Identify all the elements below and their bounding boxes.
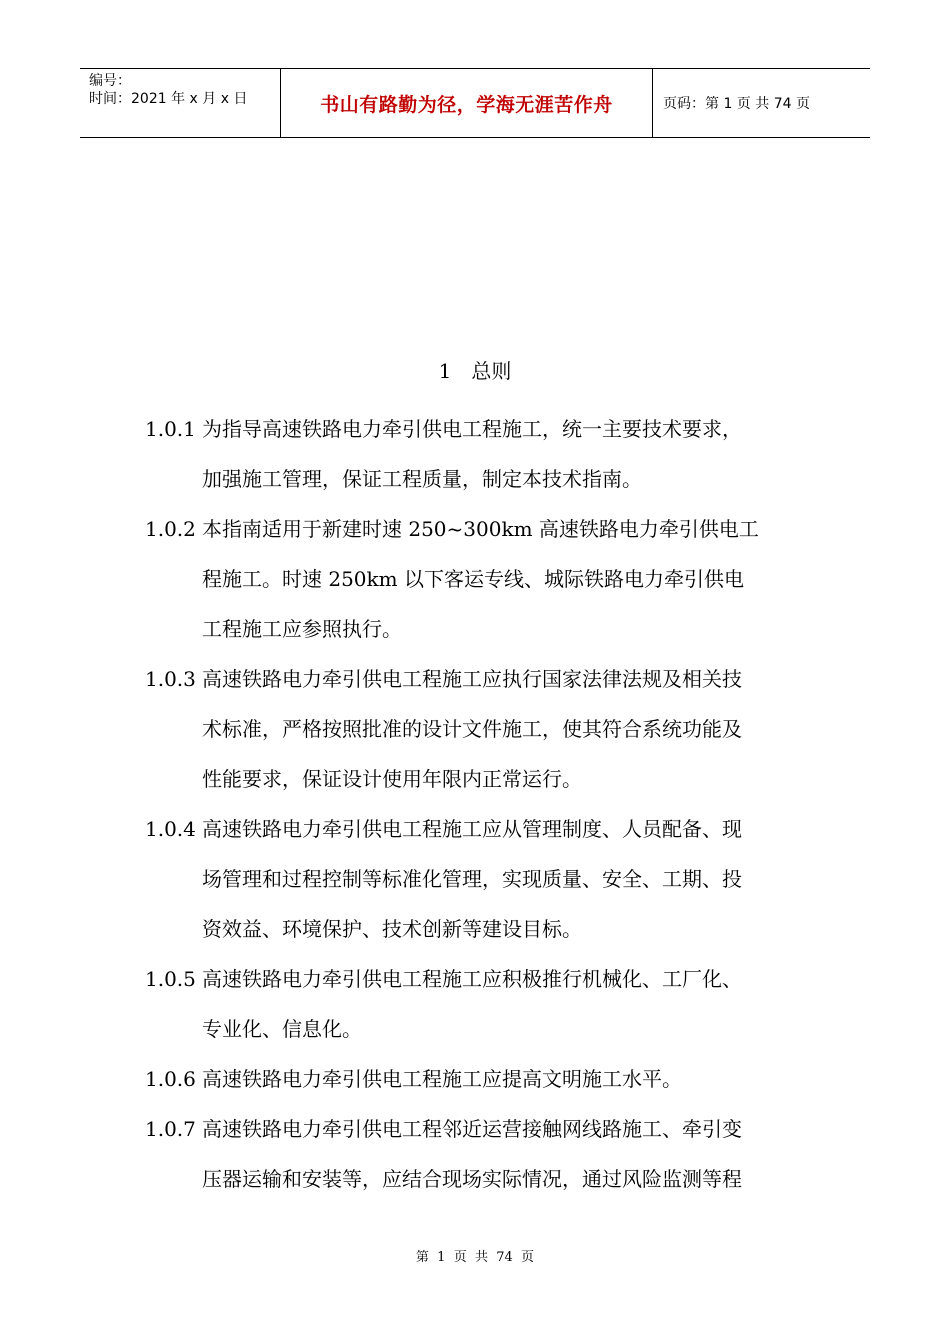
clause-text: [202, 1104, 815, 1204]
page-footer: 第 1 页 共 74 页: [415, 1250, 535, 1265]
clause-number: 1.0.4: [145, 817, 196, 841]
clause-text: [202, 504, 815, 654]
clause-text: [202, 954, 815, 1054]
clause-number: 1.0.7: [145, 1117, 196, 1141]
clause-text: [202, 1054, 815, 1104]
clause-line: 高速铁路电力牵引供电工程施工应积极推行机械化、工厂化、: [202, 967, 742, 991]
clause-number: 1.0.2: [145, 517, 196, 541]
document-date-label: 时间：2021 年 x 月 x 日: [89, 91, 248, 107]
clause-number: 1.0.6: [145, 1067, 196, 1091]
header-motto: 书山有路勤为径，学海无涯苦作舟: [320, 93, 613, 116]
clause-item: [145, 504, 815, 654]
clause-line: 高速铁路电力牵引供电工程施工应执行国家法律法规及相关技: [202, 667, 742, 691]
clause-line: 资效益、环境保护、技术创新等建设目标。: [202, 917, 582, 941]
clause-line: 专业化、信息化。: [202, 1017, 362, 1041]
clause-line: 加强施工管理，保证工程质量，制定本技术指南。: [202, 467, 642, 491]
clause-line: 高速铁路电力牵引供电工程施工应从管理制度、人员配备、现: [202, 817, 742, 841]
clause-line: 本指南适用于新建时速 250~300km 高速铁路电力牵引供电工: [202, 517, 759, 541]
clause-list: [145, 404, 815, 1204]
clause-item: [145, 954, 815, 1054]
clause-text: [202, 404, 815, 504]
clause-line: 为指导高速铁路电力牵引供电工程施工，统一主要技术要求，: [202, 417, 742, 441]
header-meta: [80, 69, 281, 137]
clause-item: [145, 1104, 815, 1204]
clause-item: [145, 1054, 815, 1104]
clause-line: 场管理和过程控制等标准化管理，实现质量、安全、工期、投: [202, 867, 742, 891]
page-header: [80, 68, 870, 138]
clause-text: [202, 804, 815, 954]
header-motto-cell: [281, 69, 653, 137]
clause-line: 程施工。时速 250km 以下客运专线、城际铁路电力牵引供电: [202, 567, 744, 591]
clause-item: [145, 654, 815, 804]
header-page-info: 页码：第 1 页 共 74 页: [663, 96, 810, 112]
clause-item: [145, 804, 815, 954]
clause-line: 高速铁路电力牵引供电工程邻近运营接触网线路施工、牵引变: [202, 1117, 742, 1141]
clause-text: [202, 654, 815, 804]
document-number-label: 编号：: [89, 73, 131, 89]
clause-number: 1.0.3: [145, 667, 196, 691]
clause-line: 工程施工应参照执行。: [202, 617, 402, 641]
clause-number: 1.0.1: [145, 417, 196, 441]
section-title: 1 总则: [438, 359, 512, 383]
clause-line: 压器运输和安装等，应结合现场实际情况，通过风险监测等程: [202, 1167, 742, 1191]
clause-number: 1.0.5: [145, 967, 196, 991]
clause-line: 术标准，严格按照批准的设计文件施工，使其符合系统功能及: [202, 717, 742, 741]
clause-line: 性能要求，保证设计使用年限内正常运行。: [202, 767, 582, 791]
clause-item: [145, 404, 815, 504]
clause-line: 高速铁路电力牵引供电工程施工应提高文明施工水平。: [202, 1067, 682, 1091]
